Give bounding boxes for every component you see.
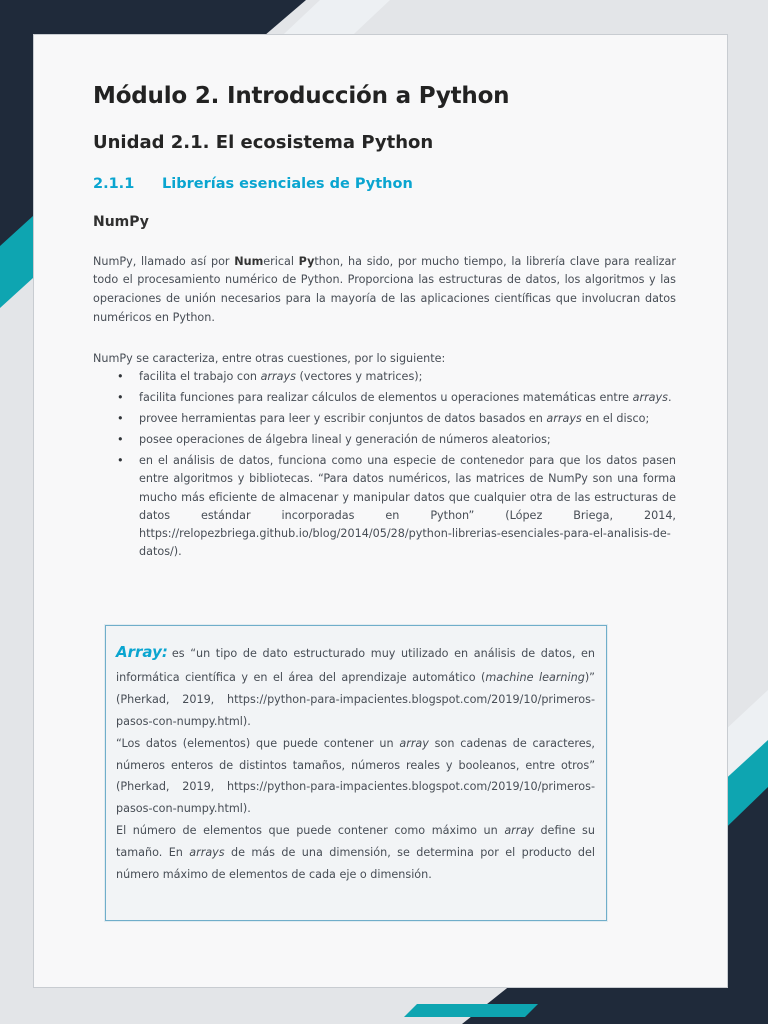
array-elements-paragraph bbox=[116, 733, 595, 820]
characteristic-item bbox=[93, 431, 676, 449]
document-page bbox=[33, 34, 728, 988]
numpy-intro-text-after: thon, ha sido, por mucho tiempo, la librería clave para realizar todo el procesamiento numérico de Python. Proporciona las estructuras de datos, los algoritmos y las operaciones de unión necesarios para la mayoría de las aplicaciones científicas que involucran datos numéricos en Python. bbox=[93, 254, 676, 324]
characteristic-item bbox=[93, 410, 676, 428]
numpy-intro-bold-num: Num bbox=[234, 254, 264, 268]
array-term: Array: bbox=[116, 643, 168, 661]
characteristic-text-after: en el disco; bbox=[581, 411, 650, 425]
characteristics-list bbox=[93, 368, 676, 561]
teal-bottom-left-shape bbox=[404, 1004, 538, 1017]
array-size-paragraph bbox=[116, 820, 595, 886]
array-elements-text-before: “Los datos (elementos) que puede contener un bbox=[116, 736, 400, 750]
bullet-icon: • bbox=[117, 433, 124, 447]
characteristic-text: en el análisis de datos, funciona como una especie de contenedor para que los datos pasen entre algoritmos y bibliotecas. “Para datos numéricos, las matrices de NumPy son una forma mucho más eficiente de almacenar y manipular datos que cualquier otra de las estructuras de datos estándar incorporadas en Python” (López Briega, 2014, https://relopezbriega.github.io/blog/2014/05/28/python-librerias-esenciales-para-el-analisis-de-datos/). bbox=[139, 454, 676, 558]
characteristic-text: posee operaciones de álgebra lineal y generación de números aleatorios; bbox=[139, 433, 551, 447]
numpy-heading: NumPy bbox=[93, 213, 149, 230]
module-title: Módulo 2. Introducción a Python bbox=[93, 83, 510, 109]
characteristic-text-before: facilita funciones para realizar cálculos de elementos u operaciones matemáticas entre bbox=[139, 390, 633, 404]
characteristic-item bbox=[93, 452, 676, 561]
array-italic-term: array bbox=[504, 824, 534, 838]
array-size-text-middle: define su tamaño. En bbox=[116, 824, 595, 859]
characteristic-italic-text: arrays bbox=[632, 390, 668, 404]
characteristic-item bbox=[93, 389, 676, 407]
characteristic-item bbox=[93, 368, 676, 386]
characteristic-text-after: . bbox=[668, 390, 672, 404]
characteristics-intro: NumPy se caracteriza, entre otras cuestiones, por lo siguiente: bbox=[93, 351, 446, 365]
numpy-intro-bold-py: Py bbox=[298, 254, 315, 268]
array-definition-paragraph bbox=[116, 638, 595, 733]
characteristic-text-before: facilita el trabajo con bbox=[139, 369, 261, 383]
array-definition-callout bbox=[105, 625, 607, 921]
characteristic-italic-text: arrays bbox=[546, 411, 582, 425]
arrays-italic-term: arrays bbox=[189, 846, 225, 859]
machine-learning-term: machine learning bbox=[485, 671, 585, 685]
characteristic-text-before: provee herramientas para leer y escribir conjuntos de datos basados en bbox=[139, 411, 547, 425]
array-elements-text-after: son cadenas de caracteres, números enteros de distintos tamaños, números reales y booleanos, entre otros” (Pherkad, 2019, https://python-para-impacientes.blogspot.com/2019/10/primeros-pasos-con-numpy.html). bbox=[116, 736, 595, 816]
bullet-icon: • bbox=[117, 369, 124, 383]
numpy-intro-text-before: NumPy, llamado así por bbox=[93, 254, 235, 268]
unit-title: Unidad 2.1. El ecosistema Python bbox=[93, 132, 434, 154]
array-size-text-before: El número de elementos que puede contener como máximo un bbox=[116, 824, 505, 838]
array-size-text-after: de más de una dimensión, se determina por el producto del número máximo de elementos de cada eje o dimensión. bbox=[116, 846, 596, 881]
bullet-icon: • bbox=[117, 411, 124, 425]
document-content bbox=[93, 83, 676, 564]
section-number: 2.1.1 bbox=[93, 176, 135, 193]
array-italic-term: array bbox=[399, 736, 429, 750]
array-definition-text-after: )” (Pherkad, 2019, https://python-para-impacientes.blogspot.com/2019/10/primeros-pasos-con-numpy.html). bbox=[116, 671, 595, 728]
characteristic-italic-text: arrays bbox=[260, 369, 296, 383]
bullet-icon: • bbox=[117, 390, 124, 404]
characteristic-text-after: (vectores y matrices); bbox=[295, 369, 423, 383]
numpy-intro-paragraph bbox=[93, 253, 676, 328]
numpy-intro-text-middle: erical bbox=[263, 254, 299, 268]
bullet-icon: • bbox=[117, 454, 124, 468]
section-title: Librerías esenciales de Python bbox=[162, 176, 413, 193]
array-definition-text-before: es “un tipo de dato estructurado muy utilizado en análisis de datos, en informática científica y en el área del aprendizaje automático ( bbox=[116, 647, 595, 685]
section-heading bbox=[93, 176, 676, 193]
